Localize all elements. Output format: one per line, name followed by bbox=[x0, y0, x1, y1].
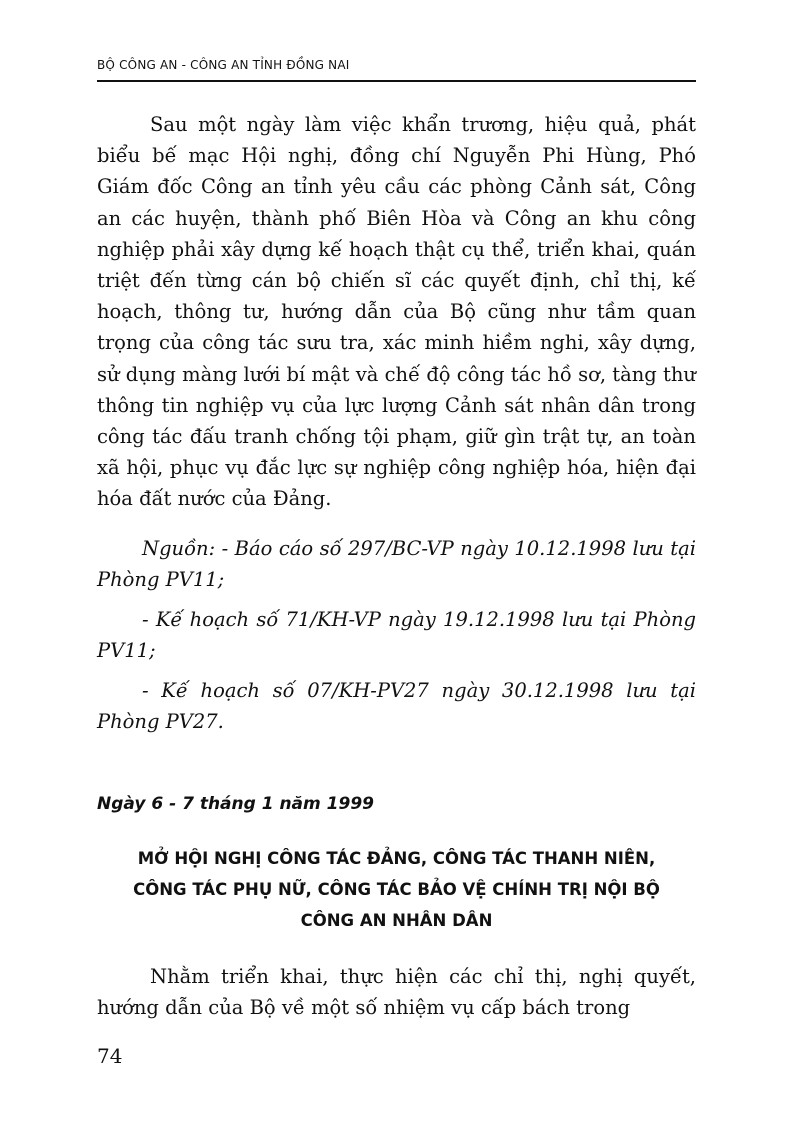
section-title-line-3: CÔNG AN NHÂN DÂN bbox=[300, 911, 493, 930]
source-line-3: - Kế hoạch số 07/KH-PV27 ngày 30.12.1998 lưu tại Phòng PV27. bbox=[97, 679, 696, 733]
page-number: 74 bbox=[97, 1044, 123, 1068]
header-rule bbox=[97, 80, 696, 82]
main-paragraph-block bbox=[97, 109, 696, 515]
section-title bbox=[97, 843, 696, 936]
source-line-2: - Kế hoạch số 71/KH-VP ngày 19.12.1998 lưu tại Phòng PV11; bbox=[97, 608, 696, 662]
main-paragraph: Sau một ngày làm việc khẩn trương, hiệu quả, phát biểu bế mạc Hội nghị, đồng chí Nguyễn Phi Hùng, Phó Giám đốc Công an tỉnh yêu cầu các phòng Cảnh sát, Công an các huyện, thành phố Biên Hòa và Công an khu công nghiệp phải xây dựng kế hoạch thật cụ thể, triển khai, quán triệt đến từng cán bộ chiến sĩ các quyết định, chỉ thị, kế hoạch, thông tư, hướng dẫn của Bộ cũng như tầm quan trọng của công tác sưu tra, xác minh hiềm nghi, xây dựng, sử dụng màng lưới bí mật và chế độ công tác hồ sơ, tàng thư thông tin nghiệp vụ của lực lượng Cảnh sát nhân dân trong công tác đấu tranh chống tội phạm, giữ gìn trật tự, an toàn xã hội, phục vụ đắc lực sự nghiệp công nghiệp hóa, hiện đại hóa đất nước của Đảng. bbox=[97, 113, 696, 511]
section-paragraph: Nhằm triển khai, thực hiện các chỉ thị, nghị quyết, hướng dẫn của Bộ về một số nhiệm vụ cấp bách trong bbox=[97, 965, 696, 1020]
source-line-1: Nguồn: - Báo cáo số 297/BC-VP ngày 10.12.1998 lưu tại Phòng PV11; bbox=[97, 537, 696, 591]
running-head: BỘ CÔNG AN - CÔNG AN TỈNH ĐỒNG NAI bbox=[97, 58, 350, 72]
section-date: Ngày 6 - 7 tháng 1 năm 1999 bbox=[97, 794, 374, 814]
section-paragraph-block bbox=[97, 961, 696, 1023]
sources-block bbox=[97, 533, 696, 746]
section-title-line-1: MỞ HỘI NGHỊ CÔNG TÁC ĐẢNG, CÔNG TÁC THANH NIÊN, bbox=[137, 849, 656, 868]
section-title-line-2: CÔNG TÁC PHỤ NỮ, CÔNG TÁC BẢO VỆ CHÍNH TRỊ NỘI BỘ bbox=[133, 880, 660, 899]
